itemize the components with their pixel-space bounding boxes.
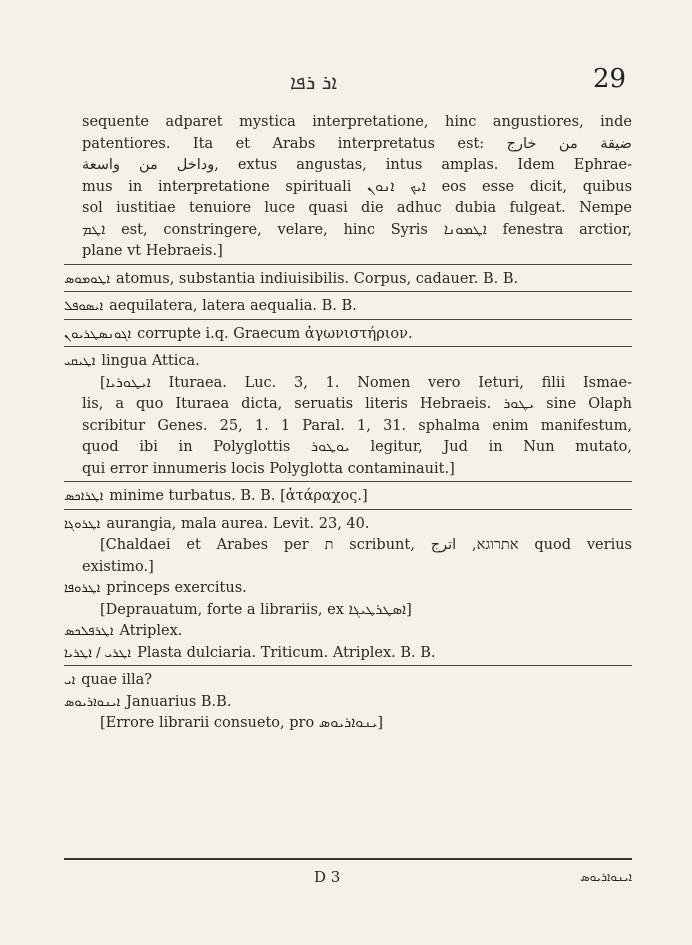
- syriac-headword: ܐܝܣܘܦܠ: [64, 299, 104, 314]
- entry-definition: aequilatera, latera aequalia. B. B.: [109, 298, 357, 314]
- text-line: scribitur Genes. 25, 1. 1 Paral. 1, 31. sphalma enim manifestum,: [82, 417, 632, 434]
- dictionary-entry: [64, 692, 632, 714]
- text-line: [Deprauatum, forte a librariis, ex ܐܣܛܪܛܝܓܐ]: [100, 601, 412, 618]
- entry-definition: corrupte i.q. Graecum ἀγωνιστήριον.: [137, 325, 413, 342]
- entry-definition: princeps exercitus.: [106, 580, 247, 596]
- text-line: patentiores. Ita et Arabs interpretatus est: ضيقة من خارج: [82, 135, 632, 152]
- text-line: mus in interpretatione spirituali ܐܝܟ ܐܢܘܢ eos esse dicit, quibus: [82, 178, 632, 195]
- dictionary-entry: [64, 296, 632, 320]
- syriac-headword: ܐܝܢܘܐܪܝܘܣ: [64, 694, 121, 710]
- entry-definition: quae illa?: [81, 672, 153, 688]
- entry-definition: Atriplex.: [119, 623, 183, 639]
- page-number: 29: [593, 64, 627, 94]
- syriac-headword: ܐܓܘܢܣܛܪܝܘܢ: [64, 326, 132, 342]
- dictionary-entry: [64, 578, 632, 600]
- syriac-headword: ܐܛܪܦܠܟܣ: [64, 624, 114, 639]
- entry-definition: aurangia, mala aurea. Levit. 23, 40.: [106, 515, 370, 532]
- entry-definition: Januarius B.B.: [126, 693, 232, 710]
- text-line: lis, a quo Ituraea dicta, seruatis literis Hebraeis. ܝܛܘܪ sine Olaph: [82, 396, 632, 412]
- dictionary-entry: [64, 643, 632, 667]
- running-head: ܐܪ ܪܦܐ: [290, 70, 338, 94]
- syriac-headword: ܐܝ: [64, 673, 76, 688]
- text-line: sol iustitiae tenuiore luce quasi die adhuc dubia fulgeat. Nempe: [82, 200, 632, 216]
- syriac-headword: ܐܛܪܝ / ܐܛܪܝܐ: [64, 645, 132, 661]
- text-line: quod ibi in Polyglottis ܝܘܛܘܪ legitur, Jud in Nun mutato,: [82, 439, 632, 455]
- syriac-headword: ܐܛܪܘܦܐ: [64, 581, 101, 596]
- signature-mark: D 3: [314, 868, 341, 886]
- entry-definition: atomus, substantia indiuisibilis. Corpus, cadauer. B. B.: [115, 270, 519, 287]
- entry-definition: minime turbatus. B. B. [ἀτάραχος.]: [109, 488, 368, 504]
- dictionary-entry: [64, 486, 632, 510]
- main-text: [64, 112, 632, 735]
- dictionary-entry: [64, 514, 632, 536]
- page-footer: [64, 858, 632, 892]
- dictionary-entry: [64, 324, 632, 348]
- text-line: [Chaldaei et Arabes per ת scribunt, אתרוגא, اترج quod verius: [100, 537, 632, 553]
- syriac-headword: ܐܛܝܩܝ: [64, 354, 96, 369]
- dictionary-entry: [64, 351, 632, 373]
- dictionary-entry: [64, 670, 632, 692]
- catchword: ܐܝܢܘܐܪܝܘܣ: [580, 870, 632, 884]
- text-line: qui error innumeris locis Polyglotta contaminauit.]: [64, 459, 632, 483]
- text-line: plane vt Hebraeis.]: [64, 241, 632, 265]
- text-line: [Errore librarii consueto, pro ܝܢܘܐܪܝܘܣ]: [100, 715, 384, 731]
- text-line: sequente adparet mystica interpretatione, hinc angustiores, inde: [82, 114, 632, 130]
- syriac-headword: ܐܛܪܐܟܣ: [64, 489, 104, 504]
- text-line: ܐܛܡ est, constringere, velare, hinc Syris ܐܛܡܘܢܐ fenestra arctior,: [82, 221, 632, 238]
- dictionary-entry: [64, 621, 632, 643]
- dictionary-entry: [64, 269, 632, 293]
- entry-definition: Plasta dulciaria. Triticum. Atriplex. B. B.: [137, 644, 436, 661]
- text-line: وداخل من واسعة, extus angustas, intus amplas. Idem Ephrae-: [82, 157, 632, 173]
- entry-definition: lingua Attica.: [101, 353, 200, 369]
- syriac-headword: ܐܛܘܡܘܣ: [64, 271, 110, 287]
- text-line: [ܐܝܛܘܪܝܐ Ituraea. Luc. 3, 1. Nomen vero Ieturi, filii Ismae-: [100, 374, 632, 391]
- text-line: existimo.]: [82, 558, 154, 575]
- syriac-headword: ܐܛܪܘܓܐ: [64, 516, 101, 532]
